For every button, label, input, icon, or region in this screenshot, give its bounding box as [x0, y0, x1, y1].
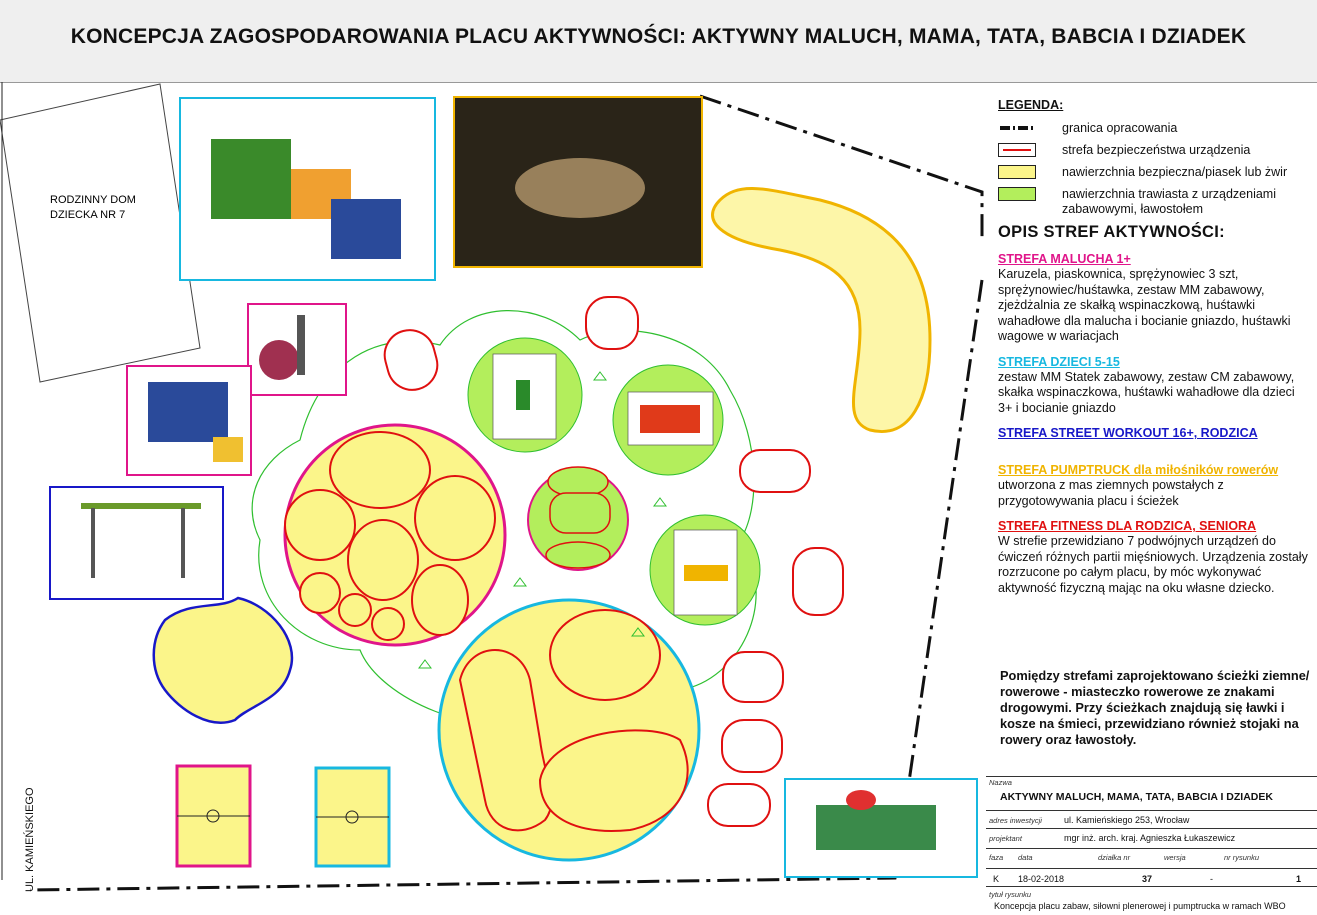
page-title: KONCEPCJA ZAGOSPODAROWANIA PLACU AKTYWNOŚCI: AKTYWNY MALUCH, MAMA, TATA, BABCIA I DZIADEK [70, 25, 1247, 48]
zone-desc-pumptruck: utworzona z mas ziemnych powstałych z przygotowywania placu i ścieżek [998, 478, 1224, 508]
legend-heading: LEGENDA: [998, 98, 1064, 112]
legend-item: granica opracowania [998, 121, 1310, 136]
building-outline [0, 84, 200, 382]
phase: K [993, 874, 1000, 884]
equipment-thumb-ship [784, 778, 978, 878]
drawing-title: Koncepcja placu zabaw, siłowni plenerowej i pumptrucka w ramach WBO [994, 901, 1286, 911]
zone-title-malucha: STREFA MALUCHA 1+ [998, 252, 1131, 266]
equipment-thumb-slide [247, 303, 347, 396]
paths-note: Pomiędzy strefami zaprojektowano ścieżki ziemne/ rowerowe - miasteczko rowerowe ze znakami drogowymi. Przy ścieżkach znajdują się ławki i kosze na śmieci, przewidziano również stojaki na rowery oraz ławostoły. [1000, 668, 1310, 747]
equipment-thumb-cyan [179, 97, 436, 281]
grass-swatch [998, 187, 1036, 201]
legend-item: nawierzchnia bezpieczna/piasek lub żwir [998, 165, 1310, 180]
seesaw-thumb [684, 565, 728, 581]
zone-title-fitness: STREFA FITNESS DLA RODZICA, SENIORA [998, 519, 1257, 533]
sand-swatch [998, 165, 1036, 179]
street-label: UL. KAMIEŃSKIEGO [24, 787, 36, 892]
zone-title-workout: STREFA STREET WORKOUT 16+, RODZICA [998, 426, 1258, 440]
zone-title-dzieci: STREFA DZIECI 5-15 [998, 354, 1120, 369]
equipment-thumb-magenta [126, 365, 252, 476]
project-name: AKTYWNY MALUCH, MAMA, TATA, BABCIA I DZIADEK [1000, 791, 1273, 803]
opis-heading: OPIS STREF AKTYWNOŚCI: [998, 223, 1225, 241]
legend-item: strefa bezpieczeństwa urządzenia [998, 143, 1310, 158]
designer: mgr inż. arch. kraj. Agnieszka Łukaszewicz [1064, 833, 1236, 843]
building-label: RODZINNY DOM [50, 194, 136, 206]
version: - [1210, 874, 1213, 884]
title-block: Nazwa AKTYWNY MALUCH, MAMA, TATA, BABCIA I DZIADEK adres inwestycji ul. Kamieńskiego 253, Wrocław projektant mgr inż. arch. kraj. Agnieszka Łukaszewicz faza data działka nr wersja nr rysunku K 18-02-2018 37 - 1 tytuł rysunku Koncepcja placu zabaw, siłowni plenerowej i pumptrucka w ramach WBO [986, 776, 1317, 915]
zone-title-pumptruck: STREFA PUMPTRUCK dla miłośników rowerów [998, 463, 1279, 477]
equipment-thumb-blue [49, 486, 224, 600]
page-header [0, 0, 1317, 83]
truck-thumb [640, 405, 700, 433]
pumptrack-photo [453, 96, 703, 268]
project-address: ul. Kamieńskiego 253, Wrocław [1064, 815, 1190, 825]
rocker-thumb [516, 380, 530, 410]
legend [998, 98, 1310, 606]
plot-number: 37 [1142, 874, 1153, 884]
pumptrack [713, 188, 931, 431]
date: 18-02-2018 [1018, 874, 1065, 884]
zone-desc-fitness: W strefie przewidziano 7 podwójnych urządzeń do ćwiczeń różnych partii mięśniowych. Urządzenia zostały rozrzucone po całym placu, by móc wykonywać aktywność fizyczną mając na oku własne dziecko. [998, 534, 1308, 595]
zone-workout-area [154, 598, 292, 723]
zone-desc-dzieci: zestaw MM Statek zabawowy, zestaw CM zabawowy, skałka wspinaczkowa, huśtawki wahadłowe dla dzieci 3+ i bocianie gniazdo [998, 369, 1295, 415]
boundary-swatch [998, 121, 1036, 135]
svg-text:DZIECKA NR 7: DZIECKA NR 7 [50, 209, 126, 221]
safety-swatch [998, 143, 1036, 157]
legend-item: nawierzchnia trawiasta z urządzeniami zabawowymi, ławostołem [998, 187, 1310, 217]
drawing-number: 1 [1296, 874, 1302, 884]
zone-desc-malucha: Karuzela, piaskownica, sprężynowiec 3 szt, sprężynowiec/huśtawka, zestaw MM zabawowy, zjeżdżalnia ze skałką wspinaczkową, huśtawki wahadłowe dla malucha i bocianie gniazdo, huśtawki wagowe w wariacjach [998, 267, 1291, 343]
